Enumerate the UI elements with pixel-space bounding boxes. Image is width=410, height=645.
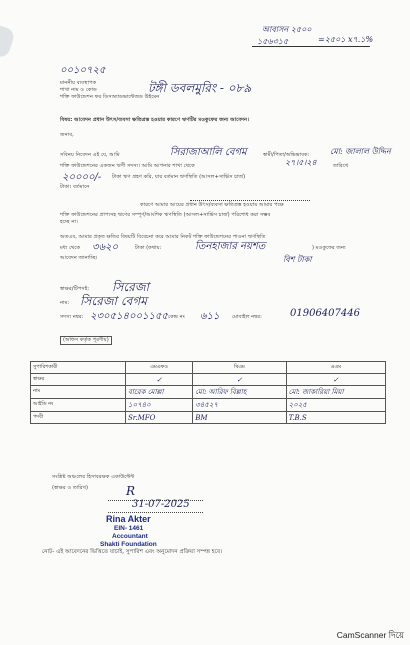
table-cell: ৩৪৫২৭ — [193, 399, 286, 412]
salutation: জনাব, — [60, 132, 74, 138]
body-p4: কারণে আমার আয়ের প্রধান উৎস/ব্যবসা ক্ষতিগ্রস্ত হওয়ায় আমার পক্ষে — [140, 202, 284, 208]
table-header: এএম — [286, 362, 385, 374]
table-row — [31, 386, 386, 399]
body-p6: অতএব, আমার প্রকৃত ক্ষতির বিষয়টি বিবেচনা করে আমার নিকট শক্তি ফাউন্ডেশনের পাওনা ঋণস্থিতি — [60, 234, 266, 240]
body-p1-mid: স্বামী/পিতা/অভিভাবক: — [263, 152, 310, 158]
row-label: পদবী — [31, 412, 126, 424]
table-header: সুপারিশকারী — [31, 362, 126, 374]
table-cell: ✓ — [193, 374, 286, 386]
table-header-row — [31, 362, 386, 374]
table-cell: বারেক মোল্লা — [126, 386, 193, 399]
waive-amount-hw: ৩৬২০ — [92, 242, 119, 253]
mobile-number-hw: 01906407446 — [290, 308, 360, 319]
top-calc-result: =২৫০১ x৭.১% — [318, 35, 374, 44]
table-cell: ২০২৫ — [286, 399, 385, 412]
body-p2: শক্তি ফাউন্ডেশনের একজন ঋণী সদস্য। আমি আপনার শাখা থেকে — [60, 163, 195, 169]
table-cell: BM — [193, 412, 286, 424]
accountant-signature-hw: R — [126, 484, 136, 498]
applicant-fullname-hw: সিরেজা বেগম — [80, 294, 147, 308]
office-line-1: মাননীয় ব্যবস্থাপক — [60, 80, 97, 86]
scanner-watermark: CamScanner দিয়ে — [336, 630, 404, 640]
row-label: আইডি নং — [31, 399, 126, 412]
body-p3b: টাকা। বর্তমানে — [60, 184, 90, 190]
table-row — [31, 374, 386, 386]
stamp-org: Shakti Foundation — [100, 541, 157, 548]
waive-words-hw: তিনহাজার নয়শত — [195, 241, 266, 252]
guardian-name-hw: মো: জালাল উদ্দিন — [330, 147, 391, 156]
accountant-date-hw: 31-07-2025 — [132, 499, 190, 510]
loan-date-hw: ২৭।৫।২৪ — [285, 158, 317, 167]
stamp-title: Accountant — [112, 533, 148, 540]
branch-handwritten: টঙ্গী ডবলমুরিং - ০৮৯ — [148, 81, 252, 95]
mobile-label: মোবাইল নম্বর: — [232, 314, 262, 320]
office-line-3: শক্তি ফাউন্ডেশন ফর ডিসঅ্যাডভান্টেজড উইমেন — [60, 94, 160, 100]
table-cell: মো: আরিফ বিল্লাহ — [193, 386, 286, 399]
top-calc-line2: ১৫৬৩১৫ — [257, 37, 289, 46]
table-row — [31, 412, 386, 424]
name-label: নাম: — [60, 300, 70, 306]
body-p1-prefix: সবিনয় নিবেদন এই যে, আমি — [60, 152, 120, 158]
table-cell: ✓ — [286, 374, 385, 386]
office-use-label: (অফিস কর্তৃক পূরণীয়) — [60, 336, 112, 345]
recommendation-table — [30, 361, 386, 424]
body-p7-mid: টাকা (কথায়: — [135, 245, 162, 251]
body-p7-pre: মধ্য থেকে — [60, 245, 81, 251]
table-cell: Sr.MFO — [126, 412, 193, 424]
accountant-line1: সংশ্লিষ্ট অঞ্চলের হিসাবরক্ষক একাউন্টেন্ট — [52, 474, 135, 480]
member-label: সদস্য নম্বর: — [60, 314, 84, 320]
body-p2-tail: তারিখে — [333, 163, 349, 169]
table-cell: ✓ — [126, 374, 193, 386]
body-p7-tail: ) মওকুফের জন্য — [312, 245, 346, 251]
row-label: স্বাক্ষর — [31, 374, 126, 386]
table-cell: মো: জাকারিয়া মিয়া — [286, 386, 385, 399]
footer-note: নোট- এই আবেদনের ভিত্তিতে যাচাই, সুপারিশ এবং অনুমোদন প্রক্রিয়া সম্পন্ন হবে। — [42, 549, 223, 555]
table-header: এমএফও — [126, 362, 193, 374]
memo-date: ০০১০৭২৫ — [60, 65, 106, 76]
waive-words2-hw: বিশ টাকা — [283, 255, 312, 264]
body-p5b: হচ্ছে না। — [60, 219, 78, 225]
top-calc-line1: আবাসন ২৫০০ — [262, 25, 312, 34]
center-number-hw: ৬১১ — [200, 311, 220, 322]
body-p5: শক্তি ফাউন্ডেশনের প্রাপ্যসহ ঋণের সম্পূর্ণ/আংশিক ঋণস্থিতি (আসল+সার্ভিস চার্জ) পরিশোধ করা সম্ভব — [60, 212, 271, 218]
body-p3: টাকা ঋণ গ্রহণ করি, যার বর্তমান ঋণস্থিতি (আসল+সার্ভিস চার্জ) — [112, 174, 246, 180]
row-label: নাম — [31, 386, 126, 399]
table-header: বিএম — [193, 362, 286, 374]
sig-label: স্বাক্ষর/টিপসই: — [60, 286, 90, 292]
stamp-ein: EIN- 1461 — [114, 525, 144, 532]
page-corner-shadow — [0, 23, 16, 60]
applicant-name-hw: সিরাজাআলি বেগম — [170, 147, 247, 158]
cause-blank-line — [190, 200, 310, 201]
accountant-line2: (স্বাক্ষর ও তারিখ) — [52, 485, 89, 491]
table-cell: T.B.S — [286, 412, 385, 424]
subject-line: বিষয়: আবেদন প্রধান উৎস/ব্যবসা ক্ষতিগ্রস্ত হওয়ার কারণে ঋণটির মওকুফের জন্য আবেদন। — [60, 117, 249, 123]
center-label: কেন্দ্র নং — [168, 314, 185, 320]
stamp-name: Rina Akter — [106, 514, 151, 524]
table-row — [31, 399, 386, 412]
table-cell: ১০৭৪০ — [126, 399, 193, 412]
accountant-date-line — [108, 512, 203, 513]
loan-amount-hw: ২০০০০/- — [62, 172, 102, 183]
office-line-2: শাখা নাম ও কোড — [60, 87, 97, 93]
applicant-signature-hw: সিরেজা — [112, 280, 149, 294]
body-p8: আবেদন জানাচ্ছি। — [60, 255, 98, 261]
member-number-hw: ২৩০৫১৪০০১১৫৫ — [90, 311, 168, 322]
